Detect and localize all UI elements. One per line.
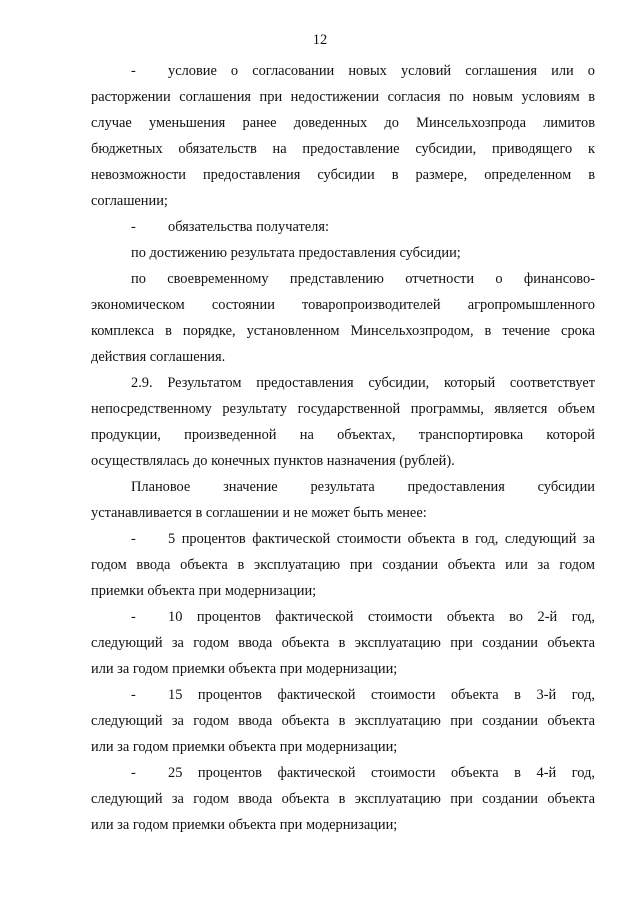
text-line: годом ввода объекта в эксплуатацию при создании объекта или за годом (91, 557, 595, 573)
text-line: осуществлялась до конечных пунктов назначения (рублей). (91, 453, 455, 469)
text-line: бюджетных обязательств на предоставление субсидии, приводящего к (91, 141, 595, 157)
text-line: по достижению результата предоставления субсидии; (131, 245, 461, 261)
text-line: непосредственному результату государственной программы, является объем (91, 401, 595, 417)
text-line: комплекса в порядке, установленном Минсельхозпродом, в течение срока (91, 323, 595, 339)
text-line: условие о согласовании новых условий соглашения или о (168, 63, 595, 79)
text-line: 10 процентов фактической стоимости объекта во 2-й год, (168, 609, 595, 625)
text-line: или за годом приемки объекта при модернизации; (91, 817, 398, 833)
list-dash: - (131, 687, 136, 703)
text-line: следующий за годом ввода объекта в эксплуатацию при создании объекта (91, 791, 595, 807)
text-line: 15 процентов фактической стоимости объекта в 3-й год, (168, 687, 595, 703)
text-line: 25 процентов фактической стоимости объекта в 4-й год, (168, 765, 595, 781)
text-line: или за годом приемки объекта при модернизации; (91, 661, 398, 677)
list-dash: - (131, 765, 136, 781)
text-line: соглашении; (91, 193, 168, 209)
text-line: или за годом приемки объекта при модернизации; (91, 739, 398, 755)
text-line: Плановое значение результата предоставления субсидии (131, 479, 595, 495)
text-line: приемки объекта при модернизации; (91, 583, 317, 599)
list-dash: - (131, 219, 136, 235)
text-line: действия соглашения. (91, 349, 226, 365)
text-line: обязательства получателя: (168, 219, 329, 235)
text-line: 5 процентов фактической стоимости объекта в год, следующий за (168, 531, 595, 547)
text-line: устанавливается в соглашении и не может быть менее: (91, 505, 427, 521)
text-line: случае уменьшения ранее доведенных до Минсельхозпрода лимитов (91, 115, 595, 131)
text-line: следующий за годом ввода объекта в эксплуатацию при создании объекта (91, 635, 595, 651)
list-dash: - (131, 63, 136, 79)
text-line: продукции, произведенной на объектах, транспортировка которой (91, 427, 595, 443)
text-line: 2.9. Результатом предоставления субсидии, который соответствует (131, 375, 595, 391)
text-line: следующий за годом ввода объекта в эксплуатацию при создании объекта (91, 713, 595, 729)
page-number: 12 (312, 32, 328, 48)
text-line: невозможности предоставления субсидии в размере, определенном в (91, 167, 595, 183)
text-line: расторжении соглашения при недостижении согласия по новым условиям в (91, 89, 595, 105)
list-dash: - (131, 609, 136, 625)
list-dash: - (131, 531, 136, 547)
text-line: по своевременному представлению отчетности о финансово- (131, 271, 595, 287)
text-line: экономическом состоянии товаропроизводителей агропромышленного (91, 297, 595, 313)
